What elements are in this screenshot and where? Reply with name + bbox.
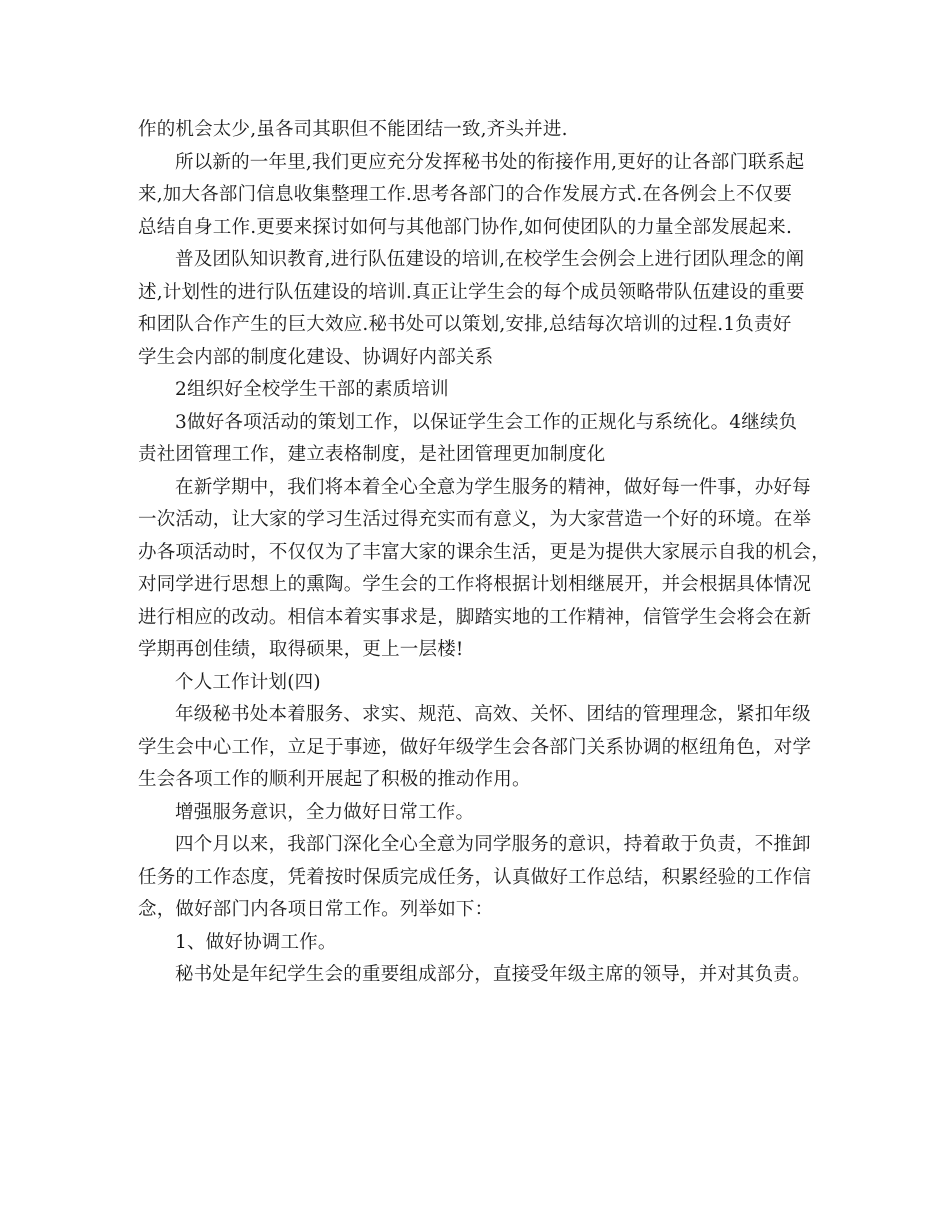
- text-line: 3做好各项活动的策划工作，以保证学生会工作的正规化与系统化。4继续负: [175, 411, 798, 433]
- text-line: 年级秘书处本着服务、求实、规范、高效、关怀、团结的管理理念，紧扣年级: [175, 704, 811, 725]
- section-heading: 个人工作计划(四): [175, 671, 321, 693]
- text-line: 任务的工作态度，凭着按时保质完成任务，认真做好工作总结，积累经验的工作信: [138, 866, 812, 888]
- text-line: 四个月以来，我部门深化全心全意为同学服务的意识，持着敢于负责，不推卸: [175, 834, 811, 855]
- text-line: 所以新的一年里,我们更应充分发挥秘书处的衔接作用,更好的让各部门联系起: [175, 151, 805, 173]
- text-line: 对同学进行思想上的熏陶。学生会的工作将根据计划相继展开，并会根据具体情况: [138, 574, 812, 595]
- text-line: 总结自身工作.更要来探讨如何与其他部门协作,如何使团队的力量全部发展起来.: [138, 216, 793, 238]
- text-line: 办各项活动时，不仅仅为了丰富大家的课余生活，更是为提供大家展示自我的机会，: [138, 541, 830, 563]
- text-line: 学生会内部的制度化建设、协调好内部关系: [138, 346, 494, 368]
- text-line: 普及团队知识教育,进行队伍建设的培训,在校学生会例会上进行团队理念的阐: [175, 249, 805, 270]
- text-line: 学生会中心工作，立足于事迹，做好年级学生会各部门关系协调的枢纽角色，对学: [138, 736, 812, 758]
- text-line: 一次活动，让大家的学习生活过得充实而有意义，为大家营造一个好的环境。在举: [138, 509, 812, 530]
- text-line: 在新学期中，我们将本着全心全意为学生服务的精神，做好每一件事，办好每: [175, 476, 811, 498]
- text-line: 秘书处是年纪学生会的重要组成部分，直接受年级主席的领导，并对其负责。: [175, 964, 811, 985]
- text-line: 责社团管理工作，建立表格制度，是社团管理更加制度化: [138, 444, 606, 465]
- text-line: 念，做好部门内各项日常工作。列举如下：: [138, 899, 494, 920]
- text-line: 增强服务意识，全力做好日常工作。: [175, 801, 475, 823]
- text-line: 来,加大各部门信息收集整理工作.思考各部门的合作发展方式.在各例会上不仅要: [138, 184, 793, 205]
- text-line: 述,计划性的进行队伍建设的培训.真正让学生会的每个成员领略带队伍建设的重要: [138, 281, 805, 303]
- text-line: 和团队合作产生的巨大效应.秘书处可以策划,安排,总结每次培训的过程.1负责好: [138, 314, 792, 335]
- text-line: 1、做好协调工作。: [175, 931, 337, 953]
- text-line: 生会各项工作的顺利开展起了积极的推动作用。: [138, 769, 531, 790]
- text-line: 2组织好全校学生干部的素质培训: [175, 379, 449, 400]
- text-line: 学期再创佳绩，取得硕果，更上一层楼!: [138, 639, 464, 660]
- text-line: 进行相应的改动。相信本着实事求是，脚踏实地的工作精神，信管学生会将会在新: [138, 606, 812, 628]
- text-line: 作的机会太少,虽各司其职但不能团结一致,齐头并进.: [138, 119, 568, 140]
